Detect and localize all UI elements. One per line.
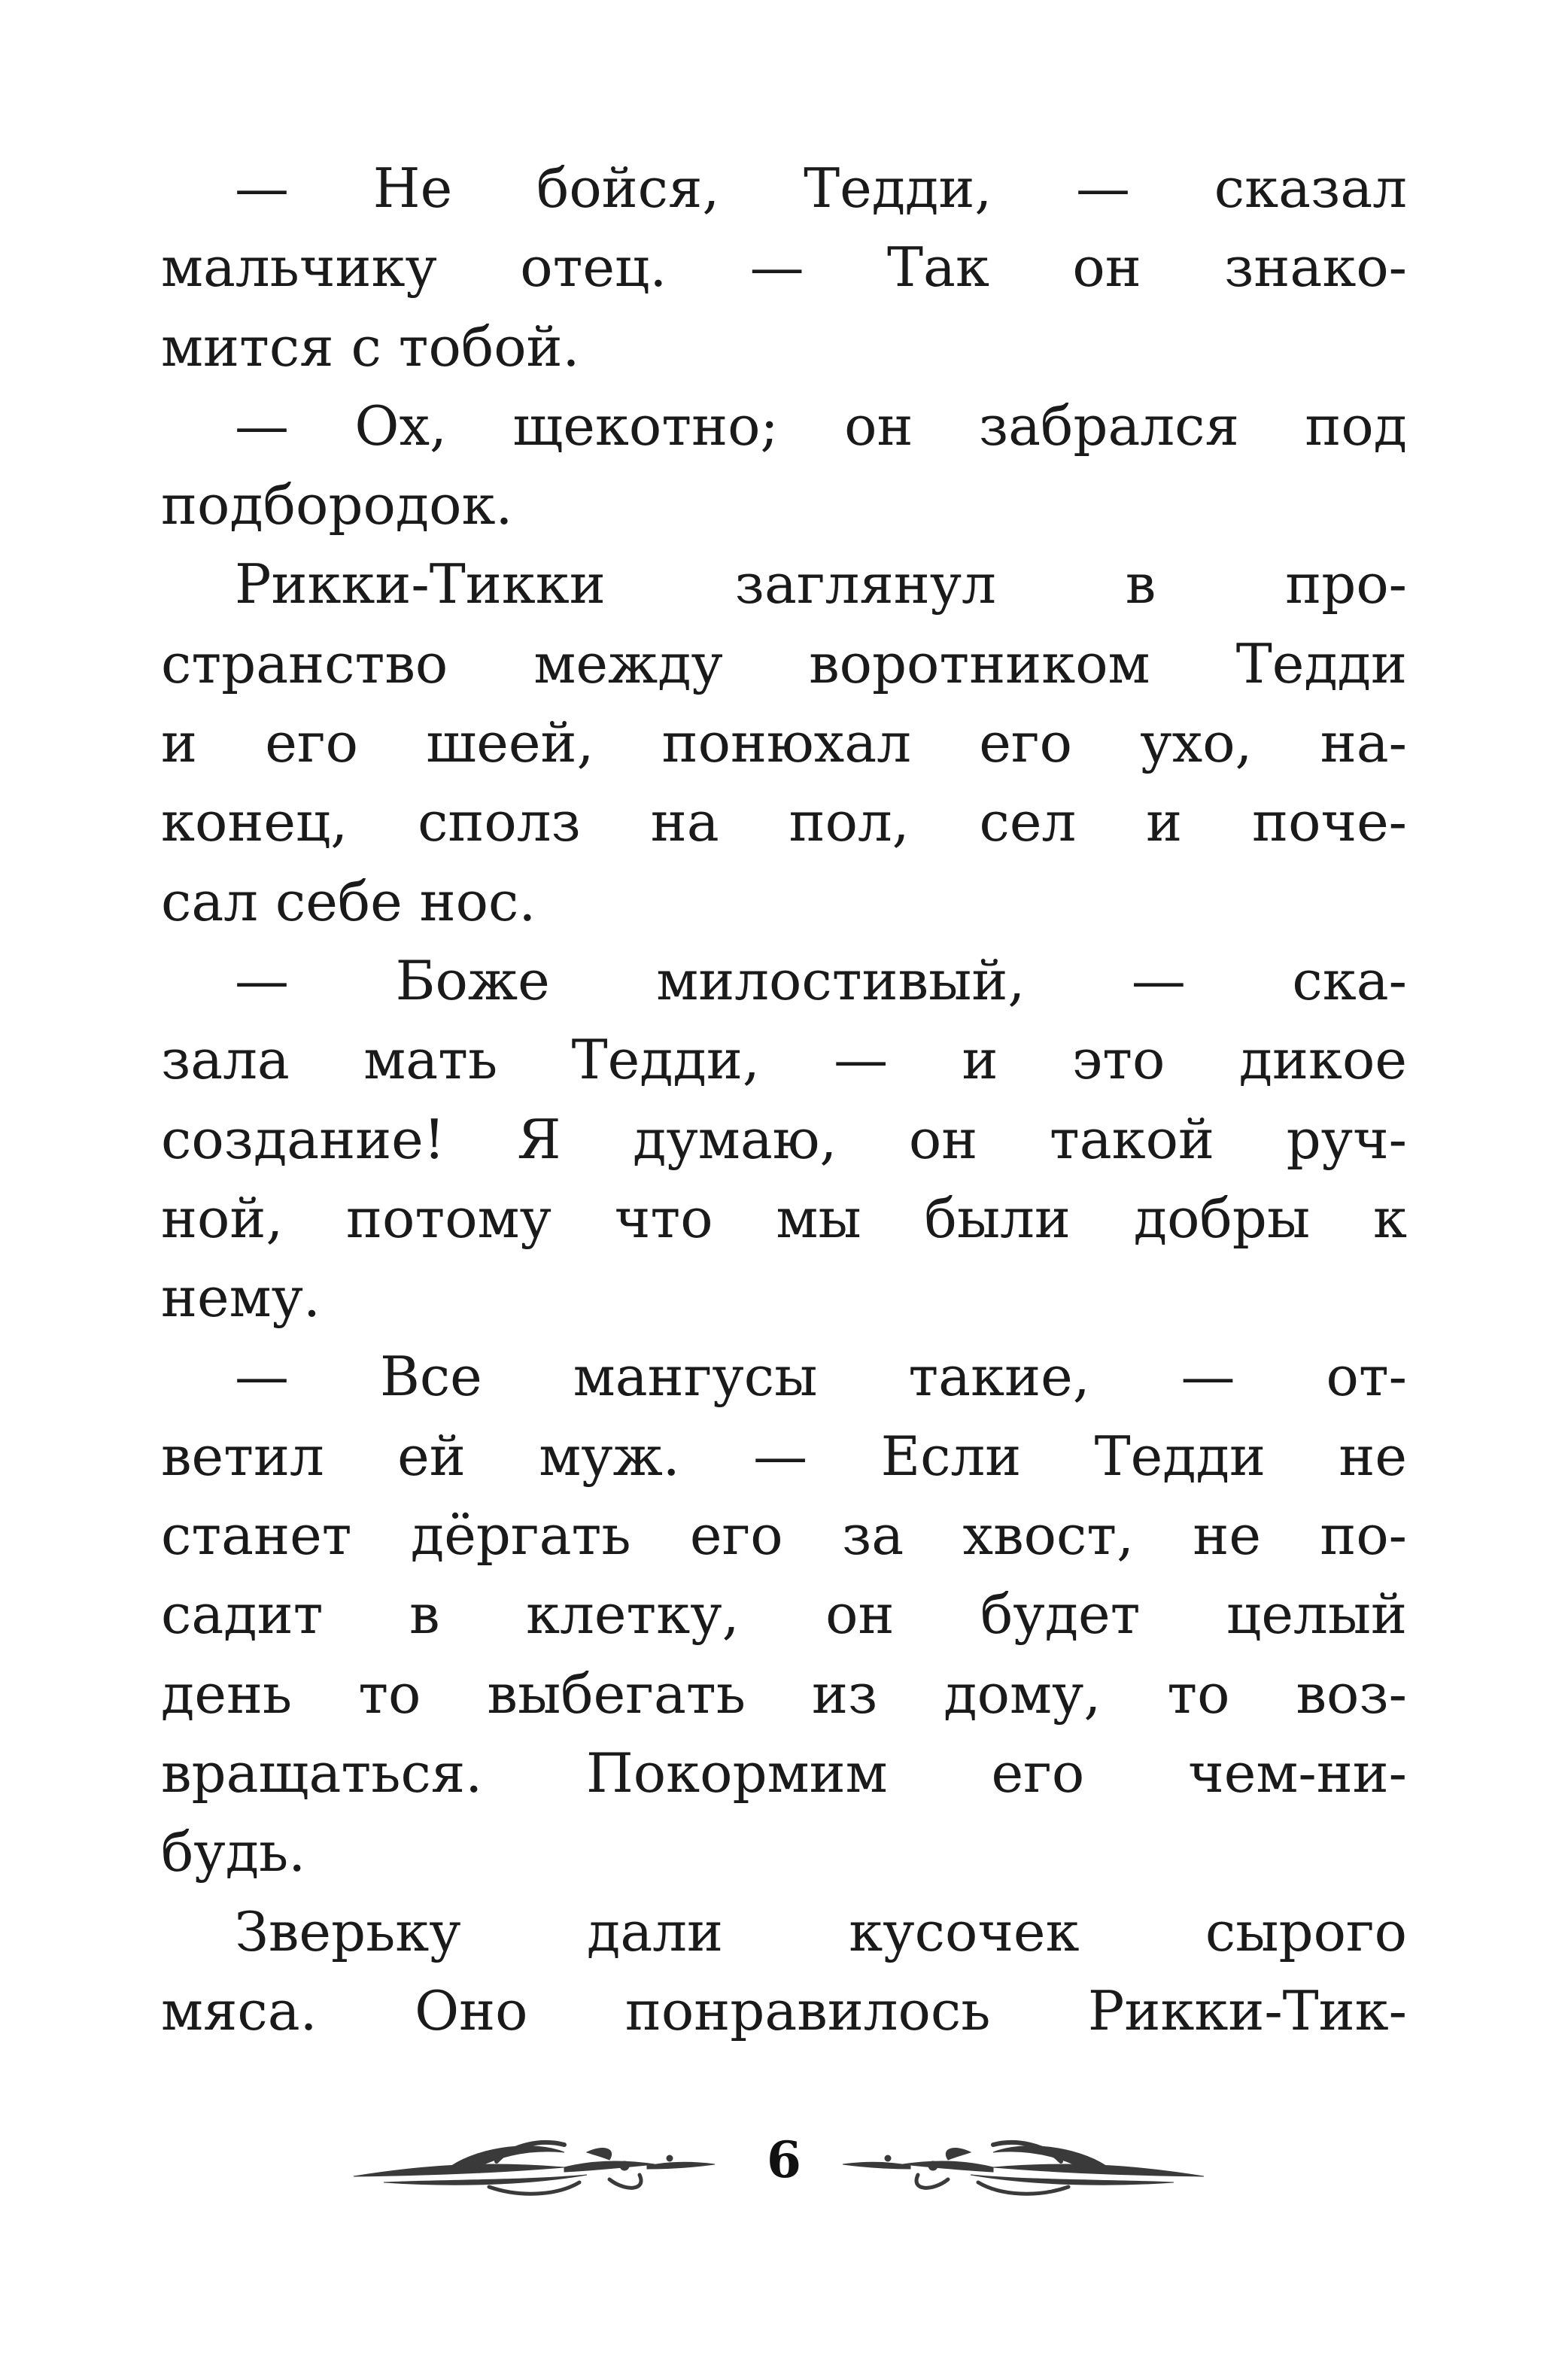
text-line: конец, сполз на пол, сел и поче- <box>161 790 1407 854</box>
text-line: ной, потому что мы были добры к <box>161 1186 1407 1250</box>
page-number: 6 <box>767 2130 801 2189</box>
text-line: и его шеей, понюхал его ухо, на- <box>161 711 1407 775</box>
text-line: станет дёргать его за хвост, не по- <box>161 1504 1407 1568</box>
text-line: зала мать Тедди, — и это дикое <box>161 1028 1407 1092</box>
page-footer <box>0 2115 1568 2212</box>
text-line: день то выбегать из дому, то воз- <box>161 1662 1407 1726</box>
text-line: мится с тобой. <box>161 315 580 379</box>
page-body-text <box>161 149 1407 2051</box>
text-line: Зверьку дали кусочек сырого <box>235 1899 1407 1963</box>
text-line: создание! Я думаю, он такой руч- <box>161 1107 1407 1171</box>
text-line: — Не бойся, Тедди, — сказал <box>235 157 1407 220</box>
text-line: подбородок. <box>161 473 513 537</box>
text-line: садит в клетку, он будет целый <box>161 1583 1407 1647</box>
text-line: мальчику отец. — Так он знако- <box>161 236 1407 300</box>
text-line: вращаться. Покормим его чем-ни- <box>161 1741 1407 1805</box>
text-line: ветил ей муж. — Если Тедди не <box>161 1424 1407 1488</box>
text-line: нему. <box>161 1266 321 1330</box>
left-flourish-icon <box>339 2122 730 2205</box>
text-line: будь. <box>161 1820 306 1884</box>
text-line: сал себе нос. <box>161 869 536 933</box>
text-line: — Боже милостивый, — ска- <box>235 948 1407 1012</box>
text-line: странство между воротником Тедди <box>161 631 1407 695</box>
text-line: — Все мангусы такие, — от- <box>235 1345 1407 1409</box>
text-line: мяса. Оно понравилось Рикки-Тик- <box>161 1978 1407 2042</box>
text-line: — Ох, щекотно; он забрался под <box>235 394 1407 458</box>
text-line: Рикки-Тикки заглянул в про- <box>235 552 1407 616</box>
right-flourish-icon <box>828 2122 1219 2205</box>
